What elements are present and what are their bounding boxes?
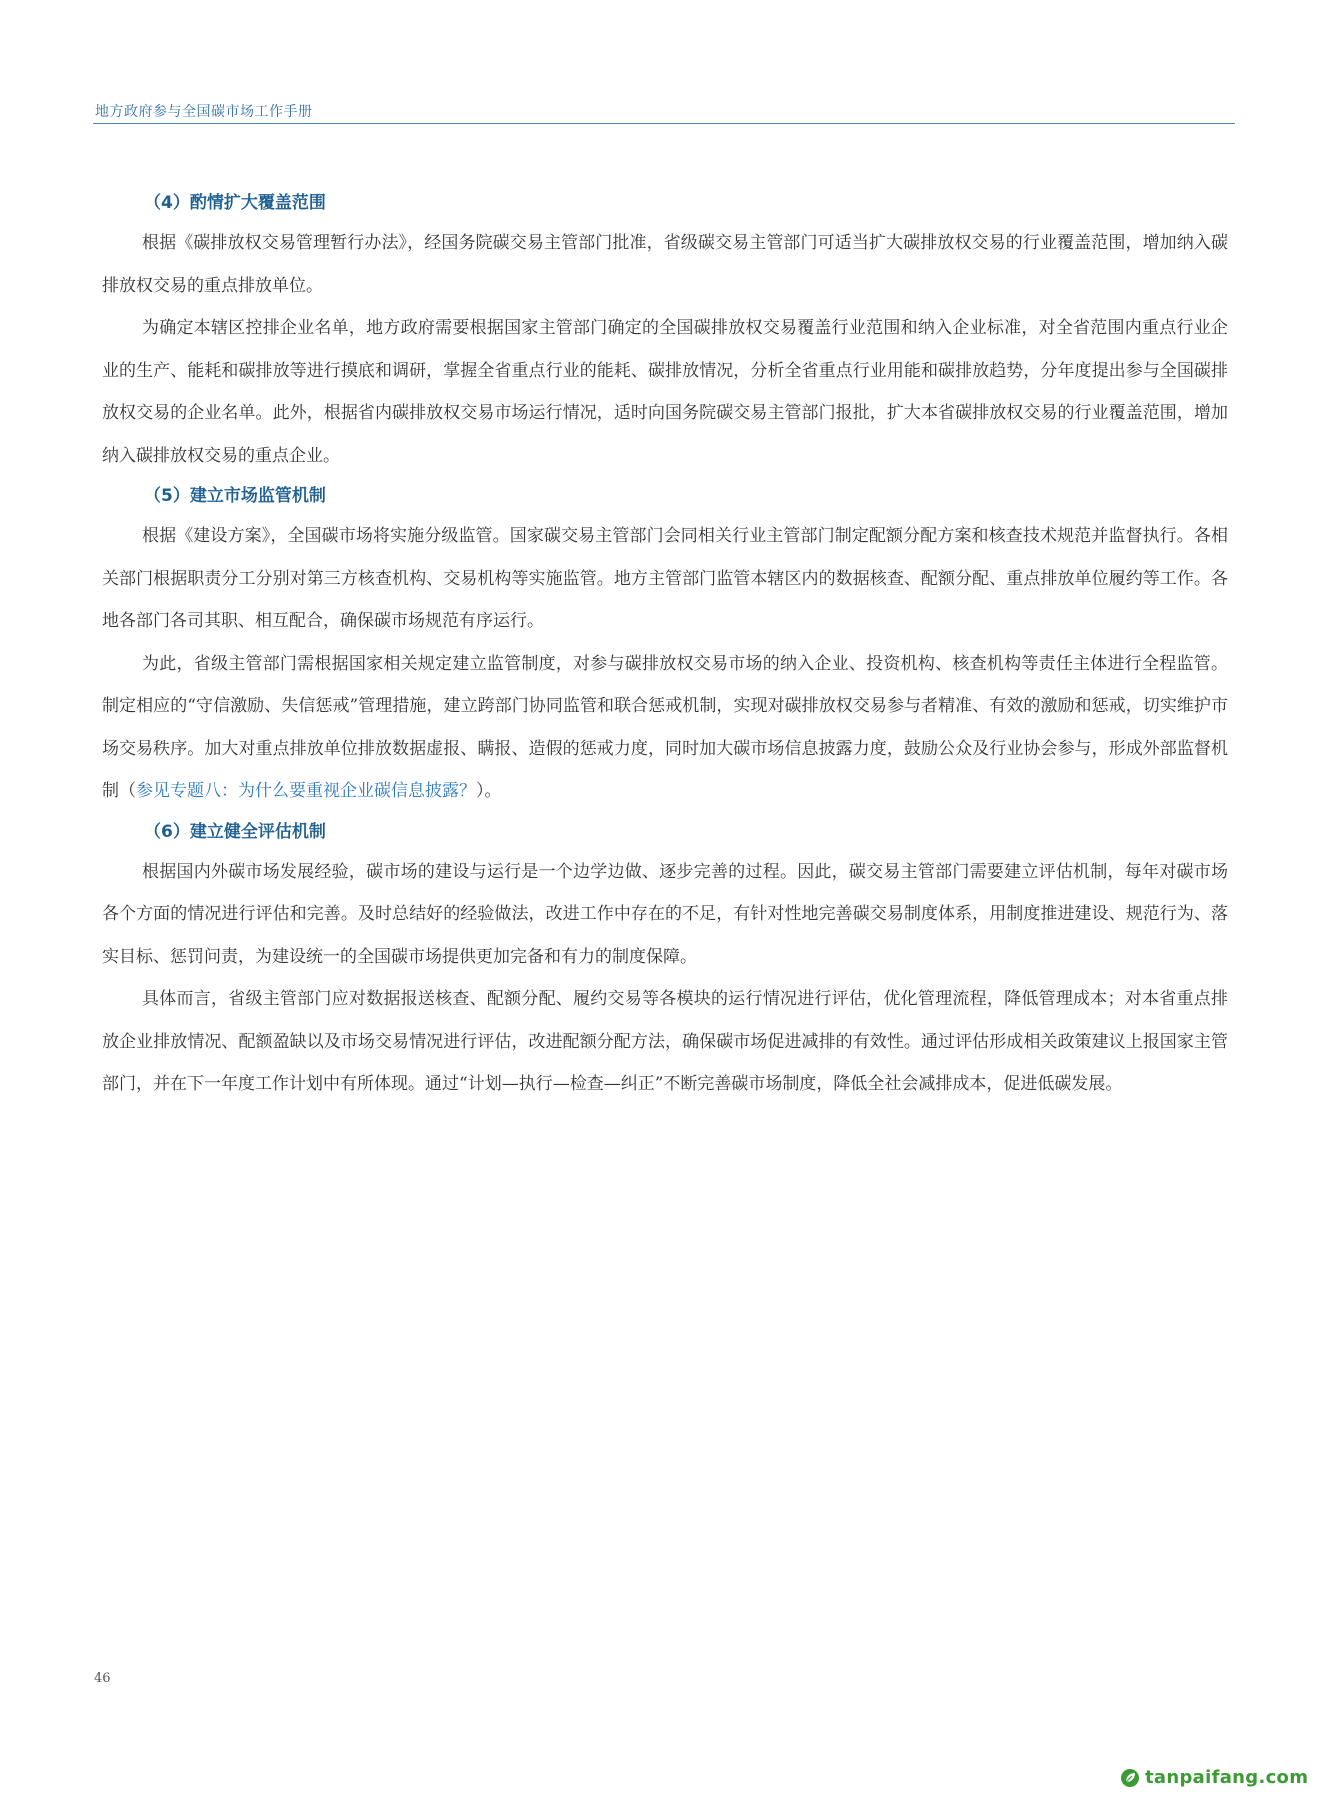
page-body <box>102 184 1228 1106</box>
running-header-title: 地方政府参与全国碳市场工作手册 <box>95 104 313 120</box>
section-5-paragraph-2 <box>102 643 1228 813</box>
section-5-paragraph-1: 根据《建设方案》，全国碳市场将实施分级监管。国家碳交易主管部门会同相关行业主管部门制定配额分配方案和核查技术规范并监督执行。各相关部门根据职责分工分别对第三方核查机构、交易机构等实施监管。地方主管部门监管本辖区内的数据核查、配额分配、重点排放单位履约等工作。各地各部门各司其职、相互配合，确保碳市场规范有序运行。 <box>102 526 1228 631</box>
crossref-close-paren: ）。 <box>476 781 502 801</box>
section-4-paragraph-1: 根据《碳排放权交易管理暂行办法》，经国务院碳交易主管部门批准，省级碳交易主管部门可适当扩大碳排放权交易的行业覆盖范围，增加纳入碳排放权交易的重点排放单位。 <box>102 233 1228 296</box>
crossref-open-paren: （ <box>119 781 136 801</box>
page-number: 46 <box>94 1671 111 1686</box>
crossref-link-topic-8[interactable]: 参见专题八：为什么要重视企业碳信息披露？ <box>136 781 476 801</box>
header-divider <box>93 123 1235 124</box>
section-heading-6: （6）建立健全评估机制 <box>144 821 326 842</box>
section-5-paragraph-2-text: 为此，省级主管部门需根据国家相关规定建立监管制度，对参与碳排放权交易市场的纳入企业、投资机构、核查机构等责任主体进行全程监管。制定相应的“守信激励、失信惩戒”管理措施，建立跨部门协同监管和联合惩戒机制，实现对碳排放权交易参与者精准、有效的激励和惩戒，切实维护市场交易秩序。加大对重点排放单位排放数据虚报、瞒报、造假的惩戒力度，同时加大碳市场信息披露力度，鼓励公众及行业协会参与，形成外部监督机制 <box>102 653 1228 801</box>
section-6-paragraph-1: 根据国内外碳市场发展经验，碳市场的建设与运行是一个边学边做、逐步完善的过程。因此，碳交易主管部门需要建立评估机制，每年对碳市场各个方面的情况进行评估和完善。及时总结好的经验做法，改进工作中存在的不足，有针对性地完善碳交易制度体系，用制度推进建设、规范行为、落实目标、惩罚问责，为建设统一的全国碳市场提供更加完备和有力的制度保障。 <box>102 861 1228 967</box>
leaf-logo-icon <box>1120 1768 1140 1788</box>
section-4-paragraph-2: 为确定本辖区控排企业名单，地方政府需要根据国家主管部门确定的全国碳排放权交易覆盖行业范围和纳入企业标准，对全省范围内重点行业企业的生产、能耗和碳排放等进行摸底和调研，掌握全省重点行业的能耗、碳排放情况，分析全省重点行业用能和碳排放趋势，分年度提出参与全国碳排放权交易的企业名单。此外，根据省内碳排放权交易市场运行情况，适时向国务院碳交易主管部门报批，扩大本省碳排放权交易的行业覆盖范围，增加纳入碳排放权交易的重点企业。 <box>102 318 1228 466</box>
section-heading-4: （4）酌情扩大覆盖范围 <box>144 193 326 213</box>
section-6-paragraph-2: 具体而言，省级主管部门应对数据报送核查、配额分配、履约交易等各模块的运行情况进行评估，优化管理流程，降低管理成本；对本省重点排放企业排放情况、配额盈缺以及市场交易情况进行评估，改进配额分配方法，确保碳市场促进减排的有效性。通过评估形成相关政策建议上报国家主管部门，并在下一年度工作计划中有所体现。通过“计划—执行—检查—纠正”不断完善碳市场制度，降低全社会减排成本，促进低碳发展。 <box>102 989 1228 1094</box>
watermark-text: tanpaifang.com <box>1145 1767 1309 1788</box>
section-heading-5: （5）建立市场监管机制 <box>144 486 326 506</box>
site-watermark <box>1120 1767 1308 1788</box>
